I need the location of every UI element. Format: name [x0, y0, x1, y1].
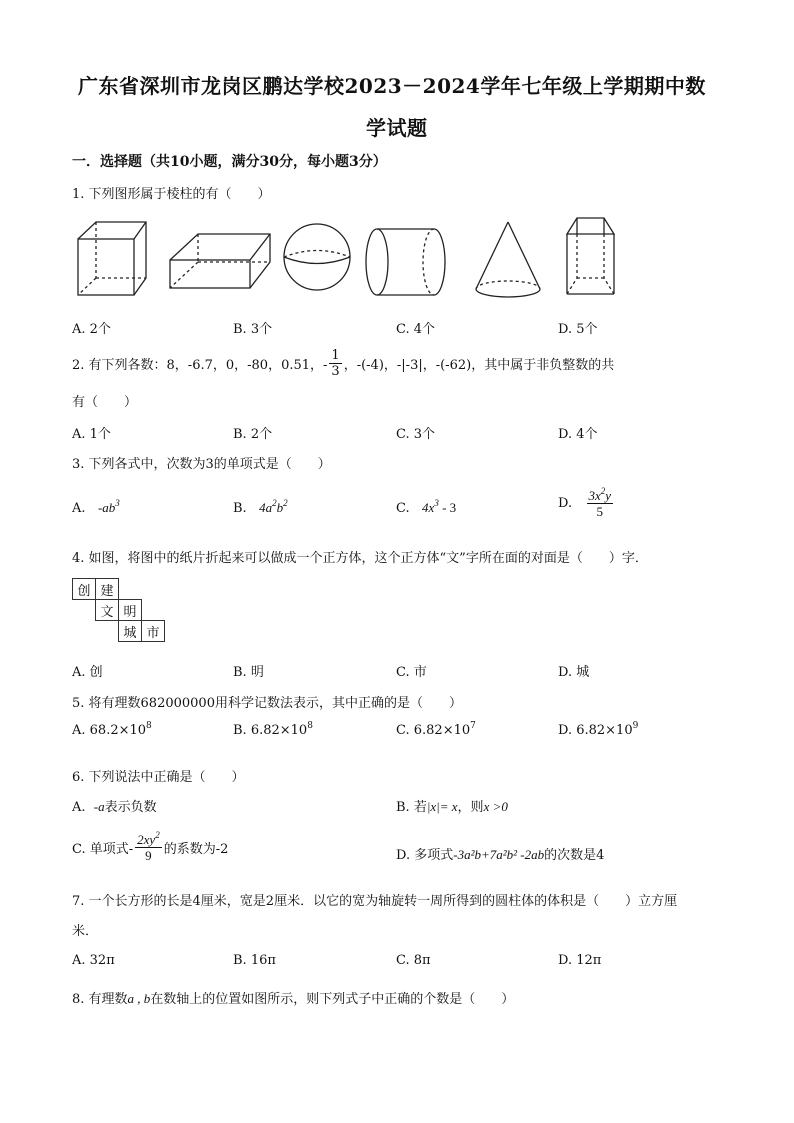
q4-option-c[interactable]: C. 市 [396, 665, 427, 680]
q3-a-exp: 3 [115, 498, 120, 508]
q6-option-c[interactable]: C. 单项式- $\frac{2xy^2}{9}$ 的系数为-2 [72, 830, 229, 863]
q3-a-expr: -ab [97, 500, 116, 515]
q3-option-b[interactable] [233, 500, 288, 516]
q5-option-c[interactable]: C. $6.82\times 10^7$ [396, 721, 476, 738]
q8-math: a , b [127, 991, 151, 1006]
q3-b-expr1: 4a [259, 500, 273, 515]
q6-c-den: 9 [145, 848, 152, 863]
q3-b-expr2: b [276, 500, 284, 515]
q2-frac-num: 1 [331, 348, 340, 363]
q3-option-c[interactable] [396, 500, 456, 516]
q3-c-expr2: - 3 [438, 500, 457, 515]
q1-figures [72, 212, 632, 302]
q5-option-d[interactable]: D. $6.82\times 10^9$ [558, 721, 639, 738]
q5-option-a[interactable]: A. $68.2\times 10^8$ [72, 721, 152, 738]
q2-option-a[interactable]: A. 1个 [72, 427, 111, 442]
q6-d-math: -3a²b+7a²b² -2ab [453, 847, 545, 862]
q6-a-math: -a [93, 799, 105, 814]
q7-option-c[interactable]: C. 8π [396, 953, 431, 968]
q6-option-d[interactable]: D. 多项式-3a²b+7a²b² -2ab的次数是4 [396, 847, 605, 863]
q3-b-exp2: 2 [283, 498, 288, 508]
q3-option-a[interactable] [72, 500, 120, 516]
q2-stem [72, 348, 614, 379]
q7-option-a[interactable]: A. 32π [72, 953, 115, 968]
q3-label-b: B. [233, 501, 247, 516]
page-title-line1: 广东省深圳市龙岗区鹏达学校2023－2024学年七年级上学期期中数 [78, 74, 706, 98]
net-cell-4: 明 [119, 600, 142, 621]
q7-stem-line2: 米． [72, 924, 99, 939]
q6-c-fraction [135, 832, 162, 863]
q5-stem: 5. 将有理数682000000用科学记数法表示，其中正确的是（ ） [72, 696, 462, 711]
net-cell-2: 建 [96, 579, 119, 600]
q7-option-b[interactable]: B. 16π [233, 953, 276, 968]
q2-fraction [329, 348, 341, 379]
q6-option-b[interactable]: B. 若|x|= x，则x >0 [396, 799, 508, 815]
section-heading: 一．选择题（共10小题，满分30分，每小题3分） [72, 154, 387, 170]
q6-a-text: 表示负数 [104, 800, 157, 815]
net-cell-6: 市 [142, 621, 165, 642]
q3-c-expr1: 4x [422, 500, 435, 515]
q3-d-fraction [587, 488, 614, 519]
cube-icon [78, 222, 146, 295]
q3-c-exp: 3 [434, 498, 439, 508]
q7-option-d[interactable]: D. 12π [558, 953, 602, 968]
q1-option-d[interactable]: D. 5个 [558, 322, 598, 337]
q2-option-b[interactable]: B. 2个 [233, 427, 273, 442]
q1-stem: 1. 下列图形属于棱柱的有（ ） [72, 187, 271, 202]
q3-d-den: 5 [596, 504, 604, 519]
cuboid-icon [170, 234, 270, 288]
q4-option-b[interactable]: B. 明 [233, 665, 264, 680]
q4-cube-net [72, 578, 165, 642]
net-cell-3: 文 [96, 600, 119, 621]
q6-b-math: |x|= x [426, 799, 458, 814]
q6-option-a[interactable]: A. -a表示负数 [72, 799, 157, 815]
q3-label-a: A. [72, 501, 86, 516]
q1-option-a[interactable]: A. 2个 [72, 322, 111, 337]
q6-stem: 6. 下列说法中正确是（ ） [72, 770, 245, 785]
q2-stem-part1: 2. 有下列各数：8，-6.7，0，-80，0.51，- [72, 358, 328, 373]
q6-b-math2: x >0 [483, 799, 508, 814]
q3-option-d[interactable] [558, 488, 615, 519]
q2-option-c[interactable]: C. 3个 [396, 427, 436, 442]
q1-option-b[interactable]: B. 3个 [233, 322, 273, 337]
net-cell-1: 创 [73, 579, 96, 600]
page-title-line2: 学试题 [366, 116, 428, 140]
q3-label-d: D. [558, 496, 573, 511]
cylinder-icon [366, 229, 445, 295]
q2-option-d[interactable]: D. 4个 [558, 427, 598, 442]
q6-c-num: $2xy^2$ [137, 830, 160, 847]
q1-option-c[interactable]: C. 4个 [396, 322, 436, 337]
q3-stem: 3. 下列各式中，次数为3的单项式是（ ） [72, 457, 331, 472]
q2-stem-part2: ，-(-4)，-|-3|，-(-62)，其中属于非负整数的共 [343, 358, 615, 373]
cone-icon [476, 222, 540, 297]
sphere-icon [284, 224, 350, 290]
q2-stem-line2: 有（ ） [72, 395, 138, 410]
net-cell-5: 城 [119, 621, 142, 642]
q3-label-c: C. [396, 501, 410, 516]
q4-stem: 4. 如图，将图中的纸片折起来可以做成一个正方体，这个正方体“文”字所在面的对面是（ ）字． [72, 551, 648, 566]
q8-stem: 8. 有理数a , b在数轴上的位置如图所示，则下列式子中正确的个数是（ ） [72, 991, 515, 1007]
q4-option-d[interactable]: D. 城 [558, 665, 590, 680]
q3-b-exp1: 2 [272, 498, 277, 508]
q5-option-b[interactable]: B. $6.82\times 10^8$ [233, 721, 313, 738]
q3-d-num: $3x^2y$ [588, 486, 612, 503]
prism-icon [567, 218, 614, 294]
q7-stem: 7. 一个长方形的长是4厘米，宽是2厘米．以它的宽为轴旋转一周所得到的圆柱体的体积是（ ）立方厘 [72, 894, 678, 909]
q4-option-a[interactable]: A. 创 [72, 665, 103, 680]
q2-frac-den: 3 [331, 364, 340, 379]
